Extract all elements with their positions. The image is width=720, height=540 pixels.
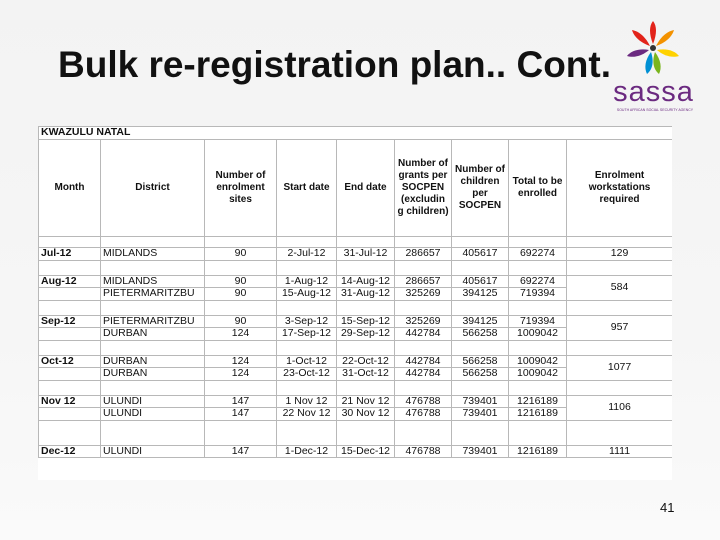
cell-children: 739401 [452,445,509,458]
cell-sites: 90 [205,275,277,288]
cell-sites: 147 [205,408,277,421]
header-workstations: Enrolment workstations required [567,140,673,237]
spacer-cell [337,380,395,395]
spacer-row [39,237,673,248]
cell-sites: 147 [205,395,277,408]
cell-children: 566258 [452,328,509,341]
spacer-cell [337,237,395,248]
table-row [39,315,673,328]
header-month: Month [39,140,101,237]
logo-wordmark: sassa [613,76,694,108]
spacer-cell [101,420,205,445]
enrolment-plan-table [38,126,672,458]
spacer-cell [509,300,567,315]
cell-start-date: 3-Sep-12 [277,315,337,328]
cell-grants: 476788 [395,408,452,421]
cell-children: 739401 [452,395,509,408]
cell-sites: 124 [205,328,277,341]
table-body [39,237,673,458]
cell-grants: 476788 [395,395,452,408]
cell-total: 1216189 [509,395,567,408]
cell-end-date: 31-Jul-12 [337,248,395,261]
cell-children: 566258 [452,368,509,381]
spacer-cell [567,300,673,315]
spacer-row [39,260,673,275]
cell-total: 719394 [509,288,567,301]
header-children: Number of children per SOCPEN [452,140,509,237]
spacer-cell [567,340,673,355]
header-grants: Number of grants per SOCPEN (excludin g children) [395,140,452,237]
cell-district: MIDLANDS [101,248,205,261]
sassa-logo [606,18,701,110]
cell-workstations: 1111 [567,445,673,458]
spacer-cell [567,237,673,248]
cell-district: PIETERMARITZBU [101,315,205,328]
spacer-cell [395,300,452,315]
header-enrolment-sites: Number of enrolment sites [205,140,277,237]
cell-month: Sep-12 [39,315,101,328]
spacer-cell [277,380,337,395]
spacer-cell [452,420,509,445]
spacer-cell [395,260,452,275]
spacer-cell [567,380,673,395]
spacer-cell [395,380,452,395]
cell-children: 405617 [452,248,509,261]
cell-workstations: 129 [567,248,673,261]
cell-workstations: 584 [567,275,673,300]
sassa-logo-emblem-icon [606,18,701,78]
spacer-cell [39,260,101,275]
cell-workstations: 957 [567,315,673,340]
cell-district: ULUNDI [101,395,205,408]
cell-start-date: 2-Jul-12 [277,248,337,261]
spacer-cell [277,420,337,445]
cell-children: 405617 [452,275,509,288]
spacer-cell [452,340,509,355]
cell-end-date: 29-Sep-12 [337,328,395,341]
cell-district: MIDLANDS [101,275,205,288]
header-total: Total to be enrolled [509,140,567,237]
spacer-cell [452,237,509,248]
spacer-cell [277,237,337,248]
spacer-cell [205,420,277,445]
spacer-row [39,340,673,355]
cell-total: 1009042 [509,328,567,341]
cell-district: DURBAN [101,368,205,381]
cell-start-date: 23-Oct-12 [277,368,337,381]
cell-start-date: 22 Nov 12 [277,408,337,421]
cell-grants: 442784 [395,368,452,381]
cell-grants: 286657 [395,275,452,288]
cell-end-date: 14-Aug-12 [337,275,395,288]
spacer-cell [452,300,509,315]
page-number: 41 [660,500,675,515]
cell-sites: 147 [205,445,277,458]
cell-sites: 124 [205,368,277,381]
spacer-cell [101,340,205,355]
region-label: KWAZULU NATAL [39,127,673,140]
slide-title: Bulk re-registration plan.. Cont. [58,44,611,85]
table-row [39,445,673,458]
spacer-cell [395,340,452,355]
spacer-cell [509,340,567,355]
cell-end-date: 21 Nov 12 [337,395,395,408]
spacer-cell [337,420,395,445]
cell-total: 1216189 [509,445,567,458]
spacer-cell [567,420,673,445]
header-district: District [101,140,205,237]
spacer-cell [395,420,452,445]
cell-workstations: 1106 [567,395,673,420]
cell-start-date: 1-Oct-12 [277,355,337,368]
cell-grants: 325269 [395,315,452,328]
cell-sites: 90 [205,248,277,261]
spacer-cell [277,340,337,355]
spacer-row [39,300,673,315]
cell-month: Nov 12 [39,395,101,408]
cell-total: 1216189 [509,408,567,421]
cell-district: DURBAN [101,355,205,368]
cell-month: Oct-12 [39,355,101,368]
spacer-cell [509,260,567,275]
table-row [39,395,673,408]
cell-start-date: 15-Aug-12 [277,288,337,301]
header-row [39,140,673,237]
cell-end-date: 30 Nov 12 [337,408,395,421]
spacer-cell [395,237,452,248]
spacer-cell [205,300,277,315]
spacer-cell [101,300,205,315]
cell-total: 692274 [509,275,567,288]
cell-grants: 325269 [395,288,452,301]
cell-grants: 442784 [395,355,452,368]
cell-children: 739401 [452,408,509,421]
spacer-cell [101,260,205,275]
cell-month: Jul-12 [39,248,101,261]
cell-month: Aug-12 [39,275,101,288]
cell-end-date: 15-Dec-12 [337,445,395,458]
header-start-date: Start date [277,140,337,237]
cell-district: ULUNDI [101,445,205,458]
table-row [39,275,673,288]
cell-sites: 90 [205,315,277,328]
cell-children: 566258 [452,355,509,368]
cell-start-date: 1 Nov 12 [277,395,337,408]
spacer-cell [205,260,277,275]
cell-district: DURBAN [101,328,205,341]
spacer-cell [205,340,277,355]
enrolment-plan-table-container [38,126,672,480]
table-row [39,248,673,261]
spacer-cell [277,260,337,275]
cell-children: 394125 [452,315,509,328]
spacer-cell [337,260,395,275]
spacer-cell [205,237,277,248]
table-row [39,355,673,368]
spacer-cell [39,420,101,445]
cell-sites: 90 [205,288,277,301]
cell-month [39,288,101,301]
spacer-cell [452,260,509,275]
cell-start-date: 17-Sep-12 [277,328,337,341]
cell-sites: 124 [205,355,277,368]
spacer-row [39,420,673,445]
cell-grants: 286657 [395,248,452,261]
spacer-cell [39,340,101,355]
spacer-cell [39,380,101,395]
spacer-cell [567,260,673,275]
spacer-cell [205,380,277,395]
cell-end-date: 31-Oct-12 [337,368,395,381]
spacer-cell [101,237,205,248]
cell-workstations: 1077 [567,355,673,380]
spacer-cell [452,380,509,395]
spacer-cell [39,300,101,315]
spacer-cell [509,420,567,445]
cell-month [39,368,101,381]
header-end-date: End date [337,140,395,237]
spacer-cell [509,380,567,395]
cell-district: ULUNDI [101,408,205,421]
spacer-cell [277,300,337,315]
cell-month: Dec-12 [39,445,101,458]
cell-start-date: 1-Aug-12 [277,275,337,288]
spacer-cell [101,380,205,395]
cell-total: 692274 [509,248,567,261]
cell-start-date: 1-Dec-12 [277,445,337,458]
cell-end-date: 15-Sep-12 [337,315,395,328]
cell-total: 719394 [509,315,567,328]
logo-tagline: SOUTH AFRICAN SOCIAL SECURITY AGENCY [616,108,694,112]
cell-children: 394125 [452,288,509,301]
spacer-cell [337,300,395,315]
spacer-row [39,380,673,395]
cell-end-date: 31-Aug-12 [337,288,395,301]
cell-total: 1009042 [509,368,567,381]
spacer-cell [337,340,395,355]
cell-month [39,408,101,421]
cell-district: PIETERMARITZBU [101,288,205,301]
cell-grants: 476788 [395,445,452,458]
cell-end-date: 22-Oct-12 [337,355,395,368]
cell-grants: 442784 [395,328,452,341]
spacer-cell [509,237,567,248]
cell-total: 1009042 [509,355,567,368]
cell-month [39,328,101,341]
spacer-cell [39,237,101,248]
